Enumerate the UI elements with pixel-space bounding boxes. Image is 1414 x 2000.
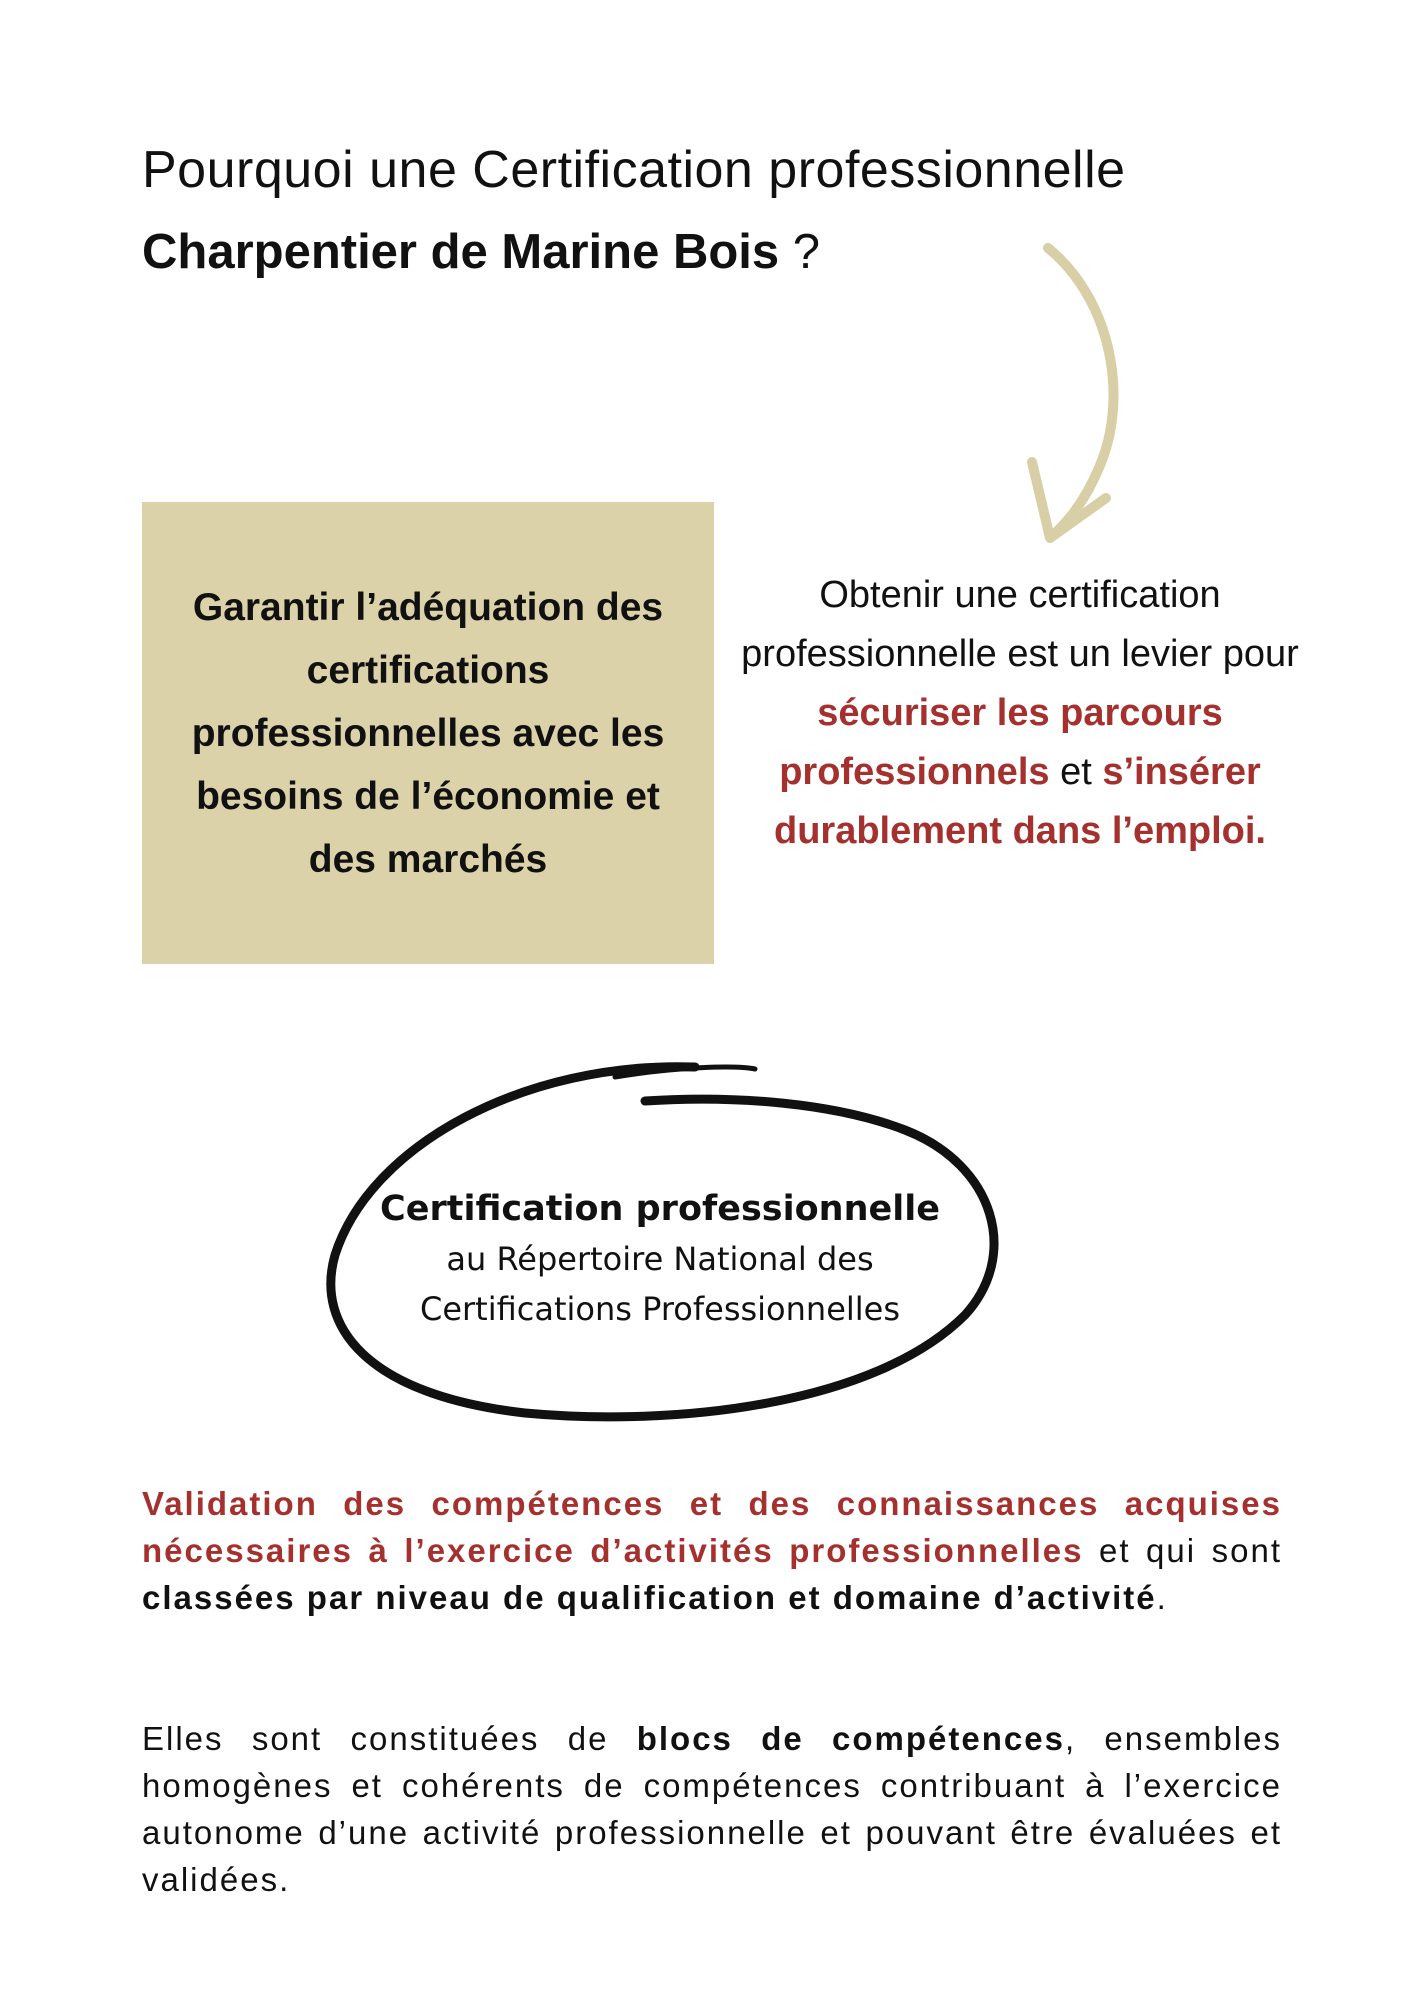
page-title-line1: Pourquoi une Certification professionnelle: [142, 141, 1126, 199]
blocs-part1: Elles sont constituées de: [142, 1720, 637, 1757]
blocs-bold: blocs de compétences: [636, 1720, 1065, 1757]
blocs-paragraph: [142, 1715, 1282, 1903]
title-bold: Charpentier de Marine Bois: [142, 225, 780, 279]
blocs-part2: , ensembles homogènes et cohérents de compétences contribuant à l’exercice autonome d’une activité professionnelle et pouvant être évaluées et validées.: [142, 1720, 1282, 1898]
intro-part1: Obtenir une certification professionnelle est un levier pour: [741, 574, 1299, 675]
certification-title: Certification professionnelle: [380, 1189, 940, 1229]
certification-line1: au Répertoire National des: [446, 1240, 874, 1278]
validation-bold: classées par niveau de qualification et domaine d’activité: [142, 1579, 1157, 1616]
validation-paragraph: [142, 1480, 1282, 1621]
certification-line2: Certifications Professionnelles: [419, 1290, 901, 1328]
intro-part2: et: [1049, 751, 1103, 793]
objective-text: Garantir l’adéquation des certifications professionnelles avec les besoins de l’économie et des marchés: [191, 585, 665, 881]
curved-arrow-icon: [990, 230, 1140, 550]
title-question-mark: ?: [779, 225, 821, 279]
objective-box: [142, 502, 714, 964]
validation-plain: et qui sont: [1083, 1532, 1282, 1569]
intro-text: [740, 566, 1300, 861]
validation-end: .: [1156, 1579, 1168, 1616]
intro-highlight2: s’insérer durablement dans l’emploi.: [774, 751, 1266, 852]
page-title-line2: [142, 224, 820, 280]
validation-red: Validation des compétences et des connaissances acquises nécessaires à l’exercice d’activités professionnelles: [142, 1485, 1282, 1569]
intro-highlight1: sécuriser les parcours professionnels: [779, 692, 1223, 793]
certification-label: [330, 1184, 990, 1334]
